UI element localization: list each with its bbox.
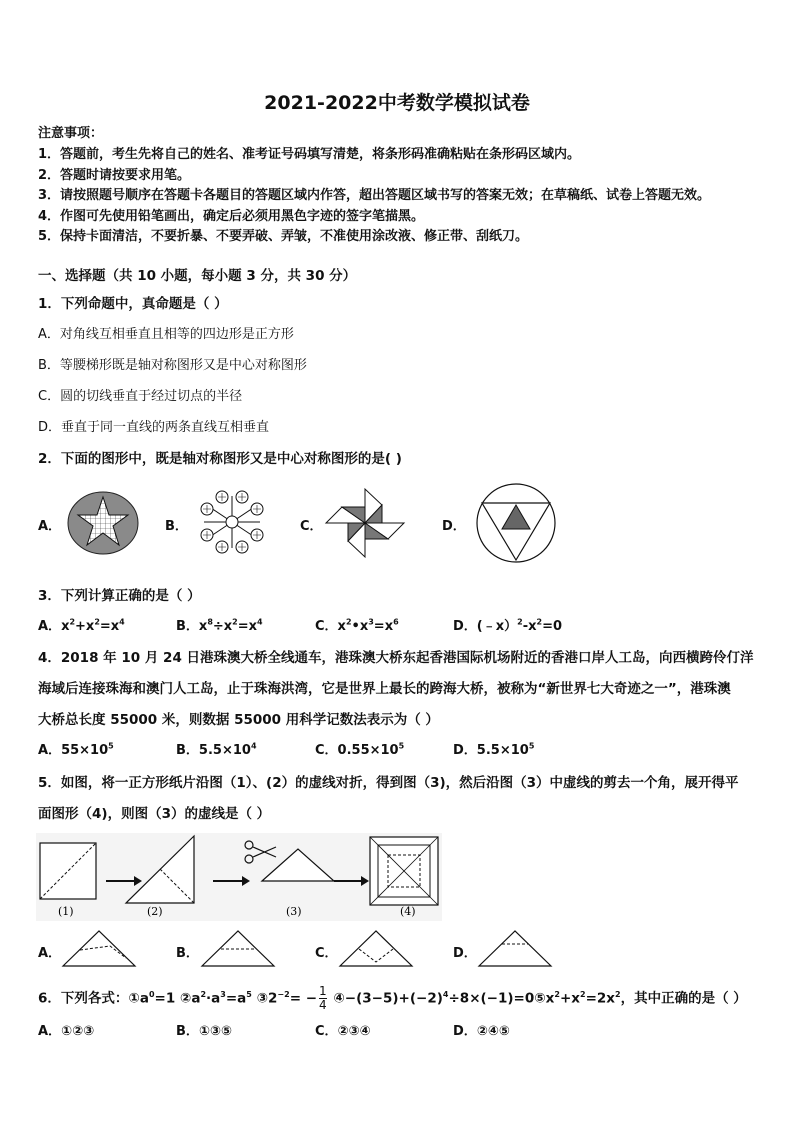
- notice-item: 4．作图可先使用铅笔画出，确定后必须用黑色字迹的签字笔描黑。: [38, 209, 425, 224]
- figure-label-3: (3): [286, 905, 302, 918]
- page-title: 2021-2022中考数学模拟试卷: [264, 92, 530, 114]
- question-6-stem: 6．下列各式：$①a^0=1$ $②a^2\cdot a^3=a^5$ $③2^{-2}=$ − $\frac{1}{4}$ $④-(3-5)+(-2)^4\div 8\times(-1)=0⑤x^2+x^2=2x^2$，其中正确的是（ ）: [38, 984, 747, 1012]
- question-1-option-a: A．对角线互相垂直且相等的四边形是正方形: [38, 327, 294, 342]
- notice-item: 1．答题前，考生先将自己的姓名、准考证号码填写清楚，将条形码准确粘贴在条形码区域内。: [38, 147, 581, 162]
- question-2-stem: 2．下面的图形中，既是轴对称图形又是中心对称图形的是( ): [38, 451, 402, 467]
- question-6-option-a: A．①②③: [38, 1024, 95, 1039]
- question-2-label-d: D．: [442, 519, 466, 534]
- fraction-one-quarter: $\frac{1}{4}$: [319, 984, 327, 1012]
- figure-label-1: (1): [58, 905, 74, 918]
- question-3-option-d: D．$(﹣x)^2-x^2=0$: [453, 617, 563, 634]
- notice-item: 5．保持卡面清洁，不要折暴、不要弄破、弄皱，不准使用涂改液、修正带、刮纸刀。: [38, 229, 529, 244]
- question-1-stem: 1．下列命题中，真命题是（ ）: [38, 296, 228, 312]
- notice-heading: 注意事项：: [38, 126, 104, 141]
- question-4-option-b: B．$5.5\times 10^4$: [176, 741, 257, 758]
- question-3-option-c: C．$x^2•x^3=x^6$: [315, 617, 399, 634]
- question-4-line-2: 海域后连接珠海和澳门人工岛，止于珠海洪湾，它是世界上最长的跨海大桥，被称为“新世界七大奇迹之一”，港珠澳: [38, 681, 731, 697]
- figure-pinwheel: [322, 485, 408, 561]
- option-c-triangle: [337, 928, 415, 968]
- notice-item: 3．请按照题号顺序在答题卡各题目的答题区域内作答，超出答题区域书写的答案无效；在草稿纸、试卷上答题无效。: [38, 188, 711, 203]
- notice-item: 2．答题时请按要求用笔。: [38, 168, 191, 183]
- question-1-option-b: B．等腰梯形既是轴对称图形又是中心对称图形: [38, 358, 307, 373]
- question-5-label-d: D．: [453, 946, 477, 961]
- question-4-option-d: D．$5.5\times 10^5$: [453, 741, 535, 758]
- question-4-option-c: C．$0.55\times 10^5$: [315, 741, 405, 758]
- option-b-triangle: [199, 928, 277, 968]
- question-2-label-b: B．: [165, 519, 188, 534]
- question-4-line-1: 4．2018 年 10 月 24 日港珠澳大桥全线通车，港珠澳大桥东起香港国际机场附近的香港口岸人工岛，向西横跨伶仃洋: [38, 650, 754, 666]
- question-1-option-d: D．垂直于同一直线的两条直线互相垂直: [38, 420, 270, 435]
- figure-circle-triangle: [474, 481, 558, 565]
- question-1-option-c: C．圆的切线垂直于经过切点的半径: [38, 389, 243, 404]
- question-3-stem: 3．下列计算正确的是（ ）: [38, 588, 201, 604]
- figure-label-2: (2): [147, 905, 163, 918]
- question-5-line-2: 面图形（4)，则图（3）的虚线是（ ）: [38, 806, 271, 822]
- question-5-label-b: B．: [176, 946, 199, 961]
- option-d-triangle: [476, 928, 554, 968]
- question-6-option-d: D．②④⑤: [453, 1024, 510, 1039]
- figure-label-4: (4): [400, 905, 416, 918]
- figure-circle-star: [65, 488, 145, 558]
- folding-sequence-figure: [36, 833, 442, 921]
- question-4-option-a: A．$55\times 10^5$: [38, 741, 114, 758]
- question-5-label-c: C．: [315, 946, 338, 961]
- question-6-option-b: B．①③⑤: [176, 1024, 232, 1039]
- question-4-line-3: 大桥总长度 55000 米，则数据 55000 用科学记数法表示为（ ）: [38, 712, 439, 728]
- question-6-option-c: C．②③④: [315, 1024, 371, 1039]
- question-3-option-a: A．$x^2+x^2=x^4$: [38, 617, 125, 634]
- question-2-label-a: A．: [38, 519, 62, 534]
- option-a-triangle: [60, 928, 138, 968]
- question-5-label-a: A．: [38, 946, 62, 961]
- question-2-label-c: C．: [300, 519, 323, 534]
- question-5-line-1: 5．如图，将一正方形纸片沿图（1）、(2）的虚线对折，得到图（3)，然后沿图（3）中虚线的剪去一个角，展开得平: [38, 775, 739, 791]
- section-heading: 一、选择题（共 10 小题，每小题 3 分，共 30 分）: [38, 268, 357, 284]
- figure-flower-circles: [196, 488, 268, 556]
- question-3-option-b: B．$x^8\div x^2=x^4$: [176, 617, 263, 634]
